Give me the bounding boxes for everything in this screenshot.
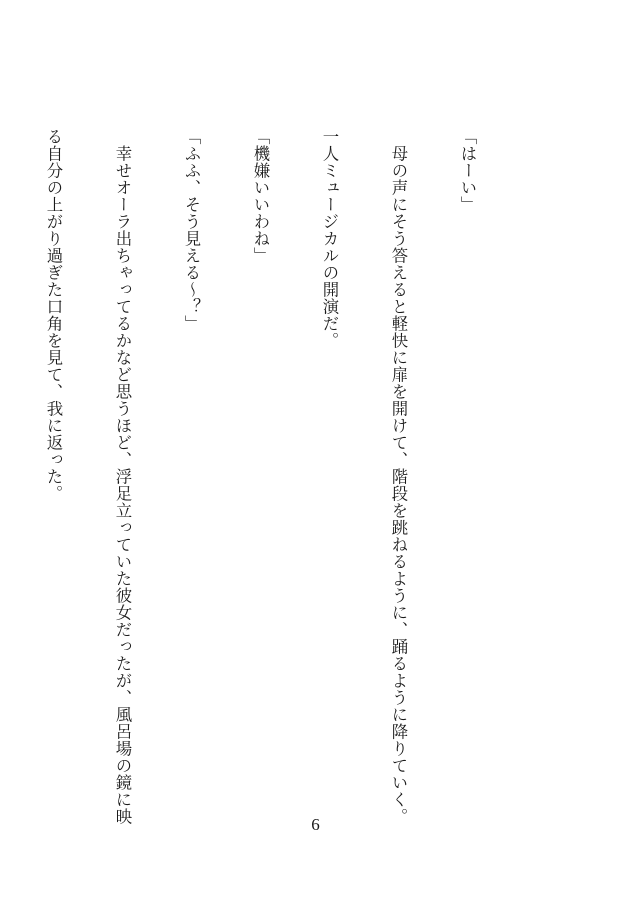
vertical-text-body (0, 128, 525, 825)
page-number: 6 (311, 815, 320, 834)
text-line: 「ふふ、そう見える〜？」 (182, 128, 201, 332)
text-line: 「はーい」 (458, 128, 477, 213)
text-line: 幸せオーラ出ちゃってるかなど思うほど、浮足立っていた彼女だったが、風呂場の鏡に映 (113, 128, 132, 825)
text-line: 母の声にそう答えると軽快に扉を開けて、階段を跳ねるように、踊るように降りていく。 (389, 128, 408, 825)
text-line: 「機嫌いいわね」 (251, 128, 270, 264)
text-line: る自分の上がり過ぎた口角を見て、我に返った。 (44, 128, 63, 502)
text-line: 一人ミュージカルの開演だ。 (320, 128, 339, 349)
